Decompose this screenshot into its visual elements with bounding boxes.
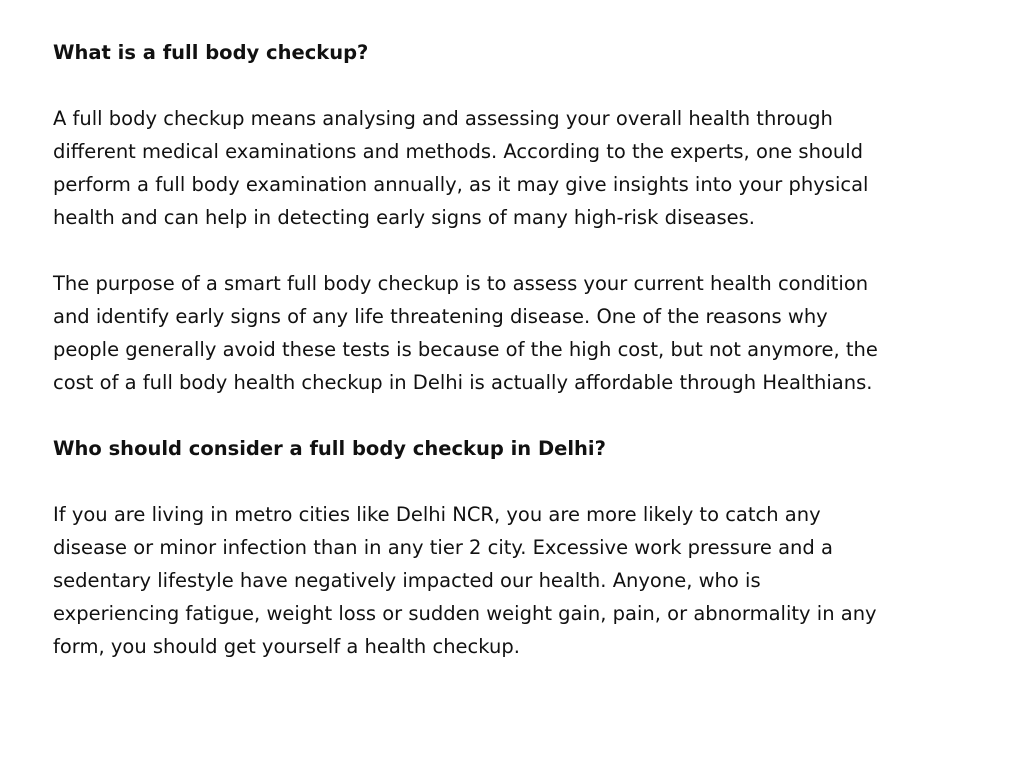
paragraph-line: sedentary lifestyle have negatively impacted our health. Anyone, who is	[53, 569, 761, 592]
paragraph-line: cost of a full body health checkup in Delhi is actually affordable through Healthians.	[53, 371, 873, 394]
paragraph-definition	[53, 102, 972, 234]
section-heading-what-is-checkup	[53, 36, 972, 69]
paragraph-line: people generally avoid these tests is because of the high cost, but not anymore, the	[53, 338, 878, 361]
paragraph-line: and identify early signs of any life threatening disease. One of the reasons why	[53, 305, 828, 328]
paragraph-line: The purpose of a smart full body checkup is to assess your current health condition	[53, 272, 869, 295]
paragraph-who	[53, 498, 972, 663]
paragraph-line: disease or minor infection than in any tier 2 city. Excessive work pressure and a	[53, 536, 833, 559]
paragraph-line: perform a full body examination annually, as it may give insights into your physical	[53, 173, 869, 196]
paragraph-purpose	[53, 267, 972, 399]
paragraph-line: If you are living in metro cities like Delhi NCR, you are more likely to catch any	[53, 503, 821, 526]
section-heading-who-should-consider	[53, 432, 972, 465]
paragraph-line: A full body checkup means analysing and assessing your overall health through	[53, 107, 833, 130]
paragraph-line: form, you should get yourself a health checkup.	[53, 635, 520, 658]
paragraph-line: different medical examinations and methods. According to the experts, one should	[53, 140, 864, 163]
heading-text: What is a full body checkup?	[53, 41, 369, 64]
paragraph-line: experiencing fatigue, weight loss or sudden weight gain, pain, or abnormality in any	[53, 602, 877, 625]
heading-text: Who should consider a full body checkup in Delhi?	[53, 437, 606, 460]
paragraph-line: health and can help in detecting early signs of many high-risk diseases.	[53, 206, 755, 229]
